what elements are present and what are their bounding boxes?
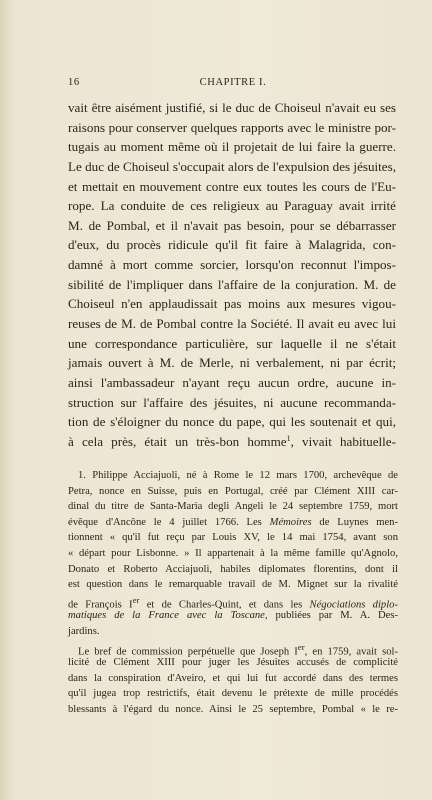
page-number: 16 bbox=[68, 77, 80, 88]
footnote-line bbox=[68, 608, 398, 624]
text-fragment: de Luynes men- bbox=[319, 516, 398, 528]
text-fragment: publiées par M. A. Des- bbox=[275, 610, 398, 622]
italic-title: Négociations diplo- bbox=[309, 599, 398, 611]
text-line: M. de Pombal, et il n'avait pas besoin, pour se débarrasser bbox=[68, 217, 396, 233]
footnote-line bbox=[68, 593, 398, 609]
text-line: reuses de M. de Pombal contre la Société. Il avait eu avec lui bbox=[68, 316, 396, 332]
footnote-line bbox=[68, 640, 398, 656]
text-fragment: et de Charles-Quint, et dans les bbox=[139, 599, 303, 611]
italic-title: Mémoires bbox=[269, 516, 312, 528]
text-line: tion de s'éloigner du nonce du pape, qui les soutenait et qui, bbox=[68, 414, 396, 430]
footnote-marker[interactable]: 1 bbox=[286, 433, 291, 443]
text-line: rope. La conduite de ces religieux au Paraguay avait irrité bbox=[68, 198, 396, 214]
text-fragment: à cela près, était un très-bon homme bbox=[68, 433, 287, 449]
italic-title: matiques de la France avec la Toscane, bbox=[68, 610, 268, 622]
footnote-line: dinal du titre de Santa-Maria degli Angeli le 24 septembre 1759, mort bbox=[68, 501, 398, 513]
text-line: ainsi l'ambassadeur n'ayant reçu aucun ordre, aucune in- bbox=[68, 374, 396, 390]
footnote-line: « départ pour Lisbonne. » Il appartenait à la même famille qu'Agnolo, bbox=[68, 547, 398, 559]
chapter-title: CHAPITRE I. bbox=[199, 77, 267, 88]
footnote-line: blessants à l'égard du nonce. Ainsi le 25 septembre, Pombal « le re- bbox=[68, 703, 398, 715]
text-line bbox=[68, 432, 396, 452]
text-fragment: , en 1759, avait sol- bbox=[304, 646, 398, 658]
text-line: Le duc de Choiseul s'occupait alors de l'expulsion des jésuites, bbox=[68, 158, 396, 174]
text-fragment: évêque d'Ancône le 4 juillet 1766. Les bbox=[68, 516, 262, 528]
text-line: vait être aisément justifié, si le duc de Choiseul n'avait eu ses bbox=[68, 100, 396, 115]
running-header bbox=[68, 77, 398, 91]
text-fragment: Le bref de commission perpétuelle que Joseph I bbox=[78, 646, 298, 658]
footnote-line: dans la conspiration d'Aveiro, et qui lui fut accordé dans des termes bbox=[68, 672, 398, 684]
footnote-line bbox=[68, 515, 398, 531]
footnote-line: tionnent « qu'il fut reçu par Louis XV, le 14 mai 1754, avant son bbox=[68, 532, 398, 544]
footnote-line: Petra, nonce en Suisse, puis en Portugal, créé par Clément XIII car- bbox=[68, 485, 398, 497]
text-fragment: , vivait habituelle- bbox=[290, 433, 396, 449]
superscript: er bbox=[132, 594, 140, 605]
text-line: une correspondance particulière, sur laquelle il ne s'était bbox=[68, 335, 396, 351]
footnote-line: Donato et Roberto Acciajuoli, habiles diplomates florentins, dont il bbox=[68, 563, 398, 575]
text-line: jamais ouvert à M. de Merle, ni verbalement, ni par écrit; bbox=[68, 355, 396, 371]
footnote-line: jardins. bbox=[68, 625, 100, 637]
text-fragment: de François I bbox=[68, 599, 133, 611]
text-line: d'eux, du procès ridicule qu'il fit faire à Malagrida, con- bbox=[68, 237, 396, 253]
footnote-line: est question dans le remarquable travail de M. Mignet sur la rivalité bbox=[68, 579, 398, 591]
footnote-line: qu'il jugea trop restrictifs, était devenu le prétexte de mille procédés bbox=[68, 688, 398, 700]
footnotes bbox=[68, 468, 398, 718]
text-line: Choiseul n'en applaudissait pas moins aux mesures vigou- bbox=[68, 296, 396, 312]
footnote-line: licité de Clément XIII pour juger les Jésuites accusés de complicité bbox=[68, 657, 398, 669]
superscript: er bbox=[297, 641, 305, 652]
text-line: sibilité de l'impliquer dans l'affaire de la conjuration. M. de bbox=[68, 276, 396, 292]
text-line: struction sur l'affaire des jésuites, ni aucune recommanda- bbox=[68, 394, 396, 410]
text-line: et mettait en mouvement contre eux toutes les cours de l'Eu- bbox=[68, 178, 396, 194]
main-text bbox=[68, 98, 396, 452]
text-line: tugais au moment même où il projetait de lui faire la guerre. bbox=[68, 139, 396, 155]
text-line: damné à mort comme sorcier, lorsqu'on reconnut l'impos- bbox=[68, 257, 396, 273]
footnote-line: 1. Philippe Acciajuoli, né à Rome le 12 mars 1700, archevêque de bbox=[78, 470, 398, 481]
text-line: raisons pour conserver quelques rapports avec le ministre por- bbox=[68, 119, 396, 135]
